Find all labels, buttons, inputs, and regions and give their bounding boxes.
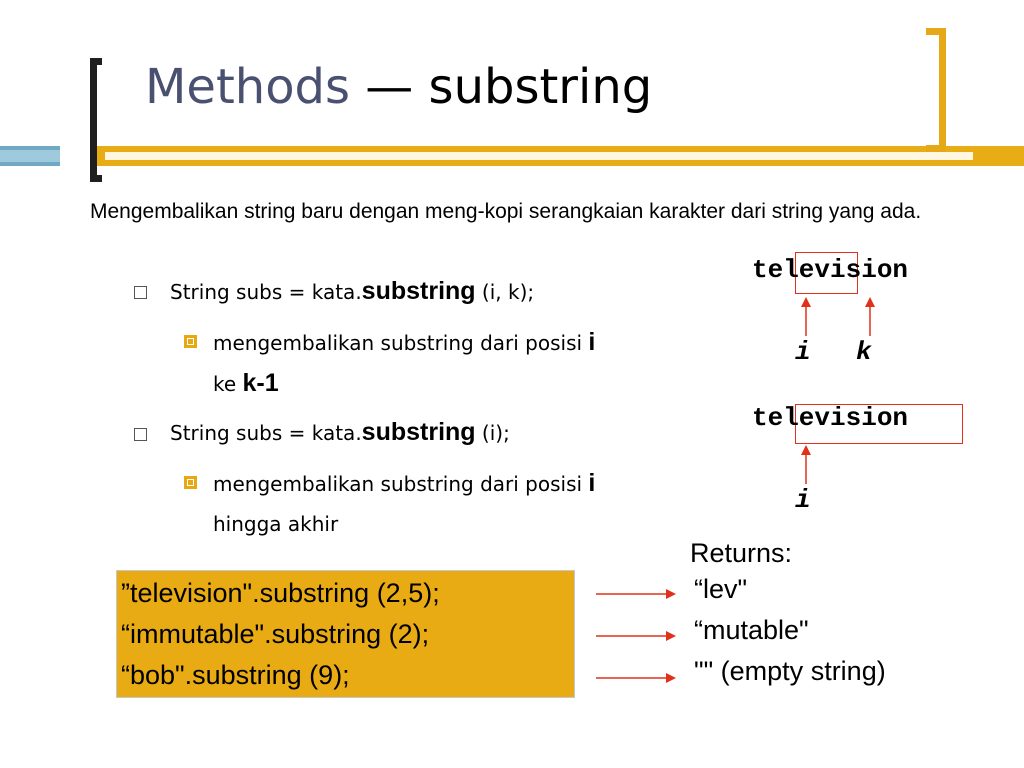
bullet-item-2 [170, 415, 510, 450]
bullet-2-prefix: String subs = kata. [170, 421, 362, 445]
bullet-item-1 [170, 274, 534, 309]
sub-bullet-1-var: i [588, 328, 596, 356]
arrowhead-icon [801, 297, 811, 307]
bullet-1-method: substring [361, 277, 476, 305]
return-value-1: “lev" [694, 574, 748, 604]
diagram1-arrows [790, 296, 880, 338]
bullet-1-args: (i, k); [475, 280, 535, 304]
bullet-2-method: substring [361, 418, 476, 446]
diagram2-word: television [752, 403, 909, 433]
sub-bullet-1-text2: ke [213, 372, 243, 396]
header-stripe-inner [105, 152, 973, 160]
sub-bullet-item-1 [213, 322, 733, 404]
code-line-1: ”television".substring (2,5); [121, 578, 440, 608]
intro-text: Mengembalikan string baru dengan meng-kopi serangkaian karakter dari string yang ada. [90, 200, 922, 223]
arrowhead-icon [865, 297, 875, 307]
diagram2-arrow [790, 444, 830, 486]
bullet-2-args: (i); [475, 421, 510, 445]
sub-bullet-2-var: i [588, 469, 596, 497]
slide-title [145, 55, 652, 119]
code-line-3: “bob".substring (9); [121, 660, 350, 690]
arrowhead-icon [666, 631, 676, 641]
title-methods: Methods [145, 59, 351, 115]
sub-bullet-2-text2: hingga akhir [213, 512, 339, 536]
diagram1-label-k: k [856, 337, 872, 367]
sub-bullet-icon [184, 335, 197, 348]
arrowhead-icon [801, 445, 811, 455]
sub-bullet-icon [184, 476, 197, 489]
diagram1-word: television [752, 255, 909, 285]
code-examples-box [116, 570, 575, 698]
title-substring: — substring [365, 59, 653, 115]
left-bracket-decoration [90, 58, 102, 182]
code-line-2: “immutable".substring (2); [121, 619, 430, 649]
bullet-square-icon [134, 428, 147, 441]
return-value-3: "" (empty string) [694, 656, 886, 686]
diagram2-label-i: i [795, 485, 811, 515]
right-bracket-decoration [926, 28, 946, 152]
arrowhead-icon [666, 673, 676, 683]
return-value-2: “mutable" [694, 615, 809, 645]
sub-bullet-1-text: mengembalikan substring dari posisi [213, 331, 589, 355]
arrowhead-icon [666, 589, 676, 599]
returns-header: Returns: [690, 538, 793, 568]
return-arrows [596, 584, 680, 688]
sub-bullet-2-text: mengembalikan substring dari posisi [213, 472, 589, 496]
sub-bullet-item-2 [213, 463, 733, 544]
bullet-square-icon [134, 286, 147, 299]
bullet-1-prefix: String subs = kata. [170, 280, 362, 304]
header-stripe-blue-inner [0, 150, 60, 162]
sub-bullet-1-var2: k-1 [242, 369, 279, 397]
diagram1-label-i: i [795, 337, 811, 367]
